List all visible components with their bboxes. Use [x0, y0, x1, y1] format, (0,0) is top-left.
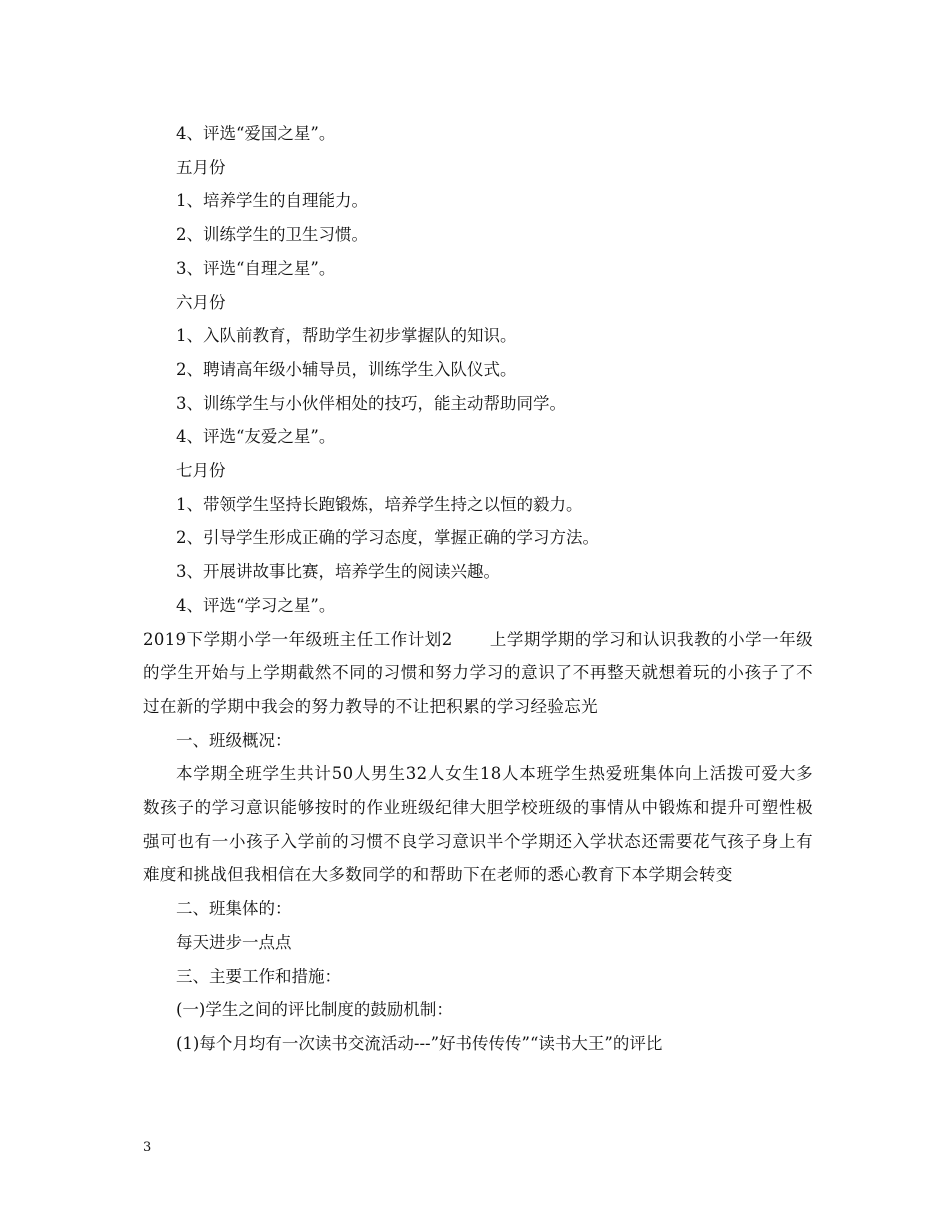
- section-heading: 二、班集体的：: [176, 899, 292, 919]
- text-line: 1、培养学生的自理能力。: [176, 191, 368, 211]
- text-line: 1、带领学生坚持长跑锻炼，培养学生持之以恒的毅力。: [176, 494, 583, 514]
- section-heading: 一、班级概况：: [176, 730, 292, 750]
- text-line: (一)学生之间的评比制度的鼓励机制：: [176, 1000, 453, 1020]
- page-number: 3: [143, 1140, 152, 1155]
- class-overview-paragraph: 本学期全班学生共计50人男生32人女生18人本班学生热爱班集体向上活拨可爱大多数孩子的学习意识能够按时的作业班级纪律大胆学校班级的事情从中锻炼和提升可塑性极强可也有一小孩子入学前的习惯不良学习意识半个学期还入学状态还需要花气孩子身上有难度和挑战但我相信在大多数同学的和帮助下在老师的悉心教育下本学期会转变: [143, 764, 813, 885]
- plan-paragraph: [143, 623, 813, 724]
- plan-title: 2019下学期小学一年级班主任工作计划2: [143, 629, 453, 649]
- month-heading-may: 五月份: [176, 157, 226, 177]
- page-content: [143, 117, 813, 1061]
- text-line: 每天进步一点点: [176, 932, 292, 952]
- text-line: 2、引导学生形成正确的学习态度，掌握正确的学习方法。: [176, 528, 599, 548]
- text-line: (1)每个月均有一次读书交流活动---”好书传传传”“读书大王”的评比: [176, 1033, 663, 1053]
- text-line: 2、训练学生的卫生习惯。: [176, 225, 368, 245]
- month-heading-june: 六月份: [176, 292, 226, 312]
- text-line: 4、评选“友爱之星”。: [176, 427, 336, 447]
- text-line: 3、评选“自理之星”。: [176, 258, 336, 278]
- text-line: 2、聘请高年级小辅导员，训练学生入队仪式。: [176, 359, 517, 379]
- text-line: 3、开展讲故事比赛，培养学生的阅读兴趣。: [176, 562, 500, 582]
- text-line: 4、评选“爱国之星”。: [176, 124, 336, 143]
- section-heading: 三、主要工作和措施：: [176, 966, 341, 986]
- plan-intro: 上学期学期的学习和认识我教的小学一年级的学生开始与上学期截然不同的习惯和努力学习的意识了不再整天就想着玩的小孩子了不过在新的学期中我会的努力教导的不让把积累的学习经验忘光: [143, 629, 813, 716]
- text-line: 4、评选“学习之星”。: [176, 595, 336, 615]
- text-line: 1、入队前教育，帮助学生初步掌握队的知识。: [176, 326, 517, 346]
- month-heading-july: 七月份: [176, 461, 226, 481]
- text-line: 3、训练学生与小伙伴相处的技巧，能主动帮助同学。: [176, 393, 566, 413]
